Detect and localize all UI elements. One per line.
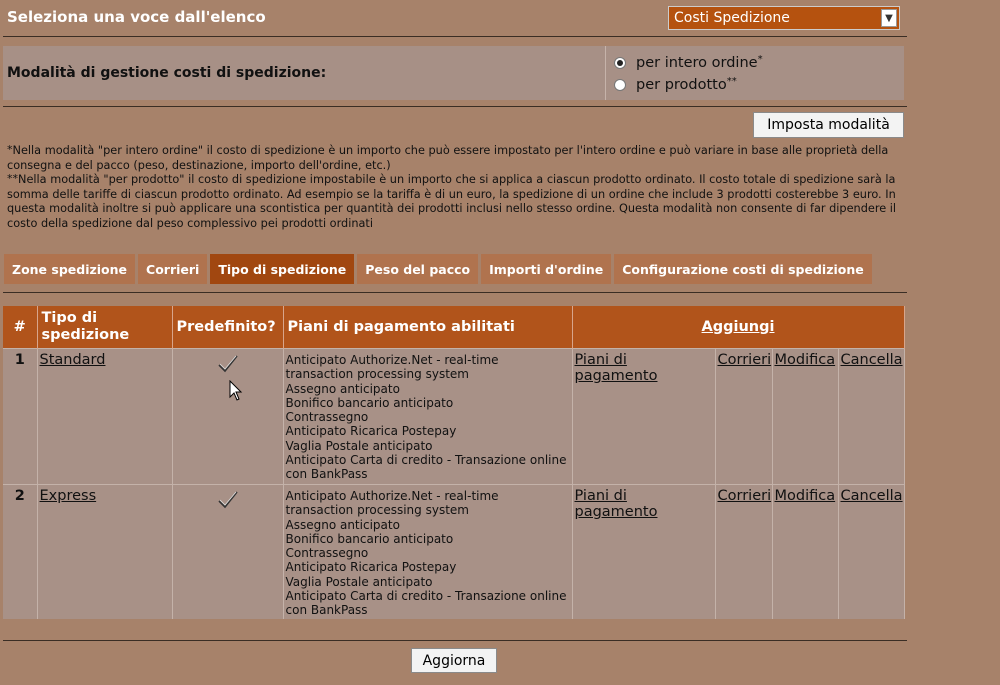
row-plans-cell (283, 485, 572, 619)
col-header-num: # (3, 306, 37, 349)
set-mode-button[interactable]: Imposta modalità (753, 112, 904, 138)
page-title: Seleziona una voce dall'elenco (7, 8, 266, 26)
mode-panel (3, 46, 904, 100)
row-default-cell (172, 485, 283, 619)
plan-item: Assegno anticipato (285, 517, 400, 532)
payment-plans-link[interactable]: Piani di pagamento (574, 352, 658, 384)
row-action-cell (715, 485, 772, 619)
mode-option-product-mark: ** (726, 75, 737, 87)
plan-item: Contrassegno (285, 410, 369, 425)
tab-configurazione-costi[interactable]: Configurazione costi di spedizione (614, 254, 872, 284)
col-header-default: Predefinito? (172, 306, 283, 349)
col-header-add (572, 306, 904, 349)
row-action-cell (572, 349, 715, 485)
edit-link[interactable]: Modifica (774, 352, 836, 368)
plan-item: Vaglia Postale anticipato (285, 574, 433, 589)
table-row (3, 349, 904, 485)
mouse-pointer-icon (229, 380, 243, 402)
divider (3, 106, 907, 107)
section-select-value: Costi Spedizione (674, 10, 790, 26)
mode-option-order[interactable] (614, 52, 904, 74)
update-button[interactable]: Aggiorna (411, 648, 497, 673)
plan-item: Anticipato Carta di credito - Transazione online con BankPass (285, 589, 567, 618)
plan-item: Anticipato Ricarica Postepay (285, 560, 457, 575)
tab-bar (4, 254, 875, 284)
row-action-cell (838, 485, 904, 619)
note-product-text: Nella modalità "per prodotto" il costo di spedizione impostabile è un importo che si applica a ciascun prodotto ordinato. Il costo totale di spedizione sarà la somma delle tariffe di ciascun prodotto ordinato. Ad esempio se la tariffa è di un euro, la spedizione di un ordine che include 3 prodotti costerebbe 3 euro. In questa modalità inoltre si può applicare una scontistica per quantità dei prodotti inclusi nello stesso ordine. Questa modalità non consente di far dipendere il costo della spedizione dal peso complessivo pei prodotti ordinati (7, 173, 897, 230)
note-product-mark: ** (7, 172, 18, 185)
check-icon (217, 490, 239, 510)
row-type-link[interactable]: Standard (39, 352, 106, 368)
col-header-type: Tipo di spedizione (37, 306, 172, 349)
mode-option-product[interactable] (614, 74, 904, 96)
section-select[interactable] (668, 6, 900, 30)
plan-item: Anticipato Carta di credito - Transazione online con BankPass (285, 453, 567, 482)
row-num: 1 (3, 349, 37, 485)
note-order-text: Nella modalità "per intero ordine" il costo di spedizione è un importo che può essere impostato per l'intero ordine e può variare in base alle proprietà della consegna e del pacco (peso, destinazione, importo dell'ordine, etc.) (7, 144, 889, 172)
row-type-cell (37, 349, 172, 485)
chevron-down-icon[interactable]: ▼ (881, 9, 897, 27)
edit-link[interactable]: Modifica (774, 488, 836, 504)
row-type-link[interactable]: Express (39, 488, 97, 504)
delete-link[interactable]: Cancella (840, 488, 903, 504)
row-action-cell (572, 485, 715, 619)
mode-option-order-mark: * (757, 53, 763, 65)
row-action-cell (772, 349, 838, 485)
divider (3, 292, 907, 293)
plan-item: Bonifico bancario anticipato (285, 531, 454, 546)
shipping-types-table (3, 306, 905, 619)
mode-option-order-label: per intero ordine (636, 55, 758, 71)
couriers-link[interactable]: Corrieri (717, 488, 772, 504)
tab-corrieri[interactable]: Corrieri (138, 254, 207, 284)
plan-item: Bonifico bancario anticipato (285, 395, 454, 410)
mode-label: Modalità di gestione costi di spedizione: (7, 65, 327, 81)
delete-link[interactable]: Cancella (840, 352, 903, 368)
col-header-plans: Piani di pagamento abilitati (283, 306, 572, 349)
radio-product[interactable] (614, 79, 626, 91)
row-action-cell (838, 349, 904, 485)
radio-order[interactable] (614, 57, 626, 69)
row-type-cell (37, 485, 172, 619)
divider (3, 36, 907, 37)
plan-item: Anticipato Ricarica Postepay (285, 424, 457, 439)
payment-plans-link[interactable]: Piani di pagamento (574, 488, 658, 520)
row-num: 2 (3, 485, 37, 619)
plan-item: Vaglia Postale anticipato (285, 438, 433, 453)
add-link[interactable]: Aggiungi (701, 318, 775, 335)
row-plans-cell (283, 349, 572, 485)
plan-item: Anticipato Authorize.Net - real-time transaction processing system (285, 353, 499, 382)
check-icon (217, 354, 239, 374)
tab-zone-spedizione[interactable]: Zone spedizione (4, 254, 135, 284)
tab-importi-ordine[interactable]: Importi d'ordine (481, 254, 611, 284)
top-bar (0, 0, 1000, 36)
row-action-cell (715, 349, 772, 485)
tab-peso-pacco[interactable]: Peso del pacco (357, 254, 478, 284)
row-action-cell (772, 485, 838, 619)
plan-item: Assegno anticipato (285, 381, 400, 396)
table-header-row (3, 306, 904, 349)
plan-item: Anticipato Authorize.Net - real-time transaction processing system (285, 489, 499, 518)
row-default-cell (172, 349, 283, 485)
couriers-link[interactable]: Corrieri (717, 352, 772, 368)
note-product (7, 173, 897, 231)
table-row (3, 485, 904, 619)
mode-options (605, 46, 904, 100)
mode-option-product-label: per prodotto (636, 77, 727, 93)
plan-item: Contrassegno (285, 546, 369, 561)
divider (3, 640, 907, 641)
note-order-mark: * (7, 143, 13, 156)
tab-tipo-spedizione[interactable]: Tipo di spedizione (210, 254, 354, 284)
notes (7, 144, 897, 231)
note-order (7, 144, 897, 173)
